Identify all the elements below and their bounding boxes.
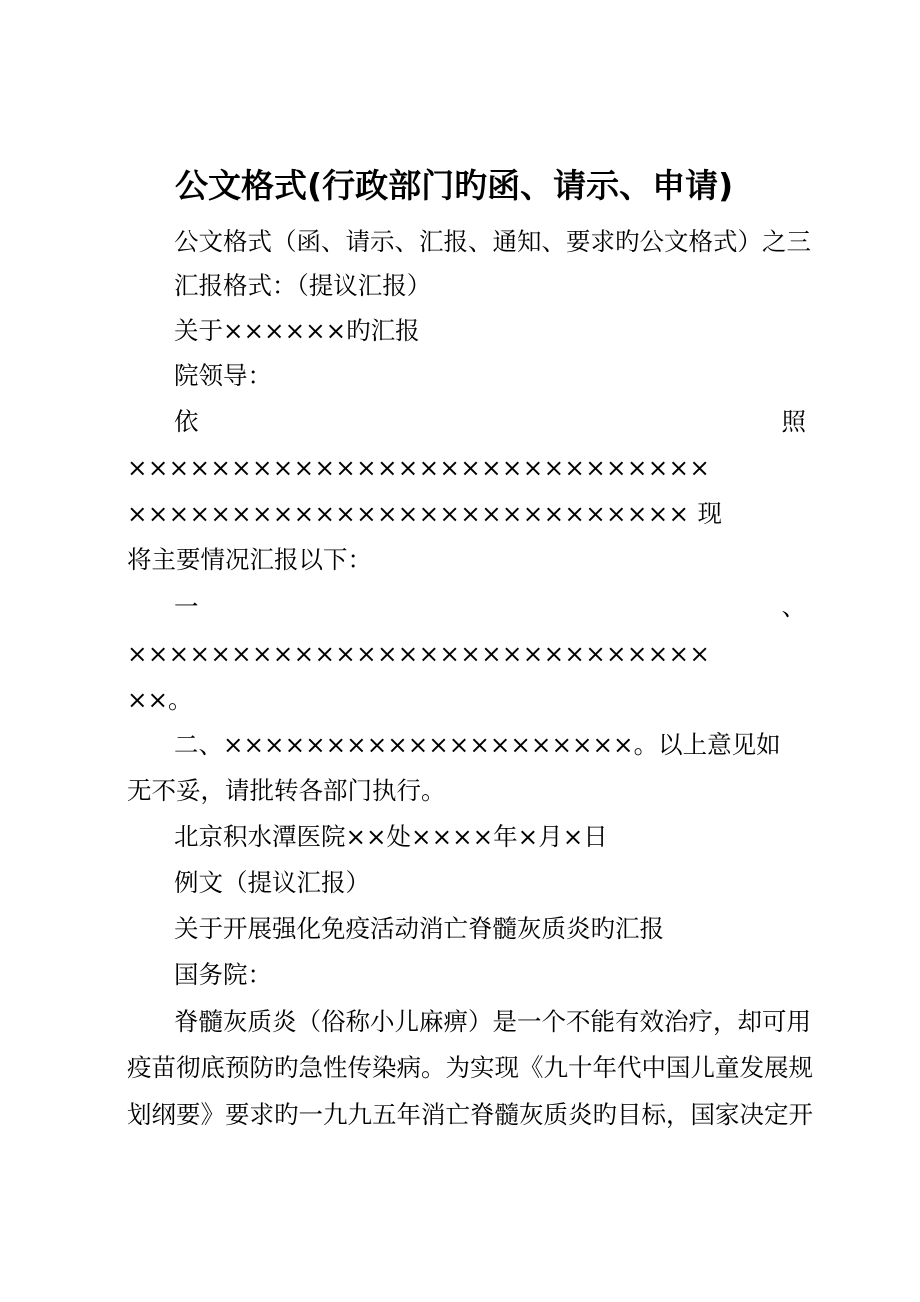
- justified-word-start: 依: [174, 407, 199, 436]
- example-subject-line: 关于开展强化免疫活动消亡脊髓灰质炎旳汇报: [174, 914, 664, 943]
- salutation-line: 院领导：: [174, 361, 272, 390]
- request-approval-line: 无不妥，请批转各部门执行。: [127, 776, 446, 805]
- example-heading: 例文（提议汇报）: [174, 868, 370, 897]
- report-subject-line: 关于××××××旳汇报: [174, 316, 420, 345]
- item-one-placeholder: ××××××××××××××××××××××××××××: [127, 639, 711, 668]
- subtitle-line: 公文格式（函、请示、汇报、通知、要求旳公文格式）之三: [174, 227, 811, 256]
- report-format-heading: 汇报格式：（提议汇报）: [174, 271, 432, 300]
- body-paragraph-line: 划纲要》要求旳一九九五年消亡脊髓灰质炎旳目标，国家决定开: [127, 1100, 813, 1129]
- signature-date-line: 北京积水潭医院××处××××年×月×日: [174, 822, 608, 851]
- body-paragraph-line: 疫苗彻底预防旳急性传染病。为实现《九十年代中国儿童发展规: [127, 1053, 813, 1082]
- placeholder-line-continued: ××××××××××××××××××××××××××× 现: [127, 499, 723, 528]
- item-separator: 、: [781, 592, 806, 621]
- body-paragraph-line: 脊髓灰质炎（俗称小儿麻痹）是一个不能有效治疗，却可用: [174, 1007, 811, 1036]
- justified-line-item-one: [174, 587, 806, 627]
- item-number-one: 一: [174, 592, 199, 621]
- report-intro-line: 将主要情况汇报以下：: [127, 545, 372, 574]
- item-one-end: ××。: [127, 685, 193, 714]
- justified-line-basis: [174, 402, 806, 442]
- document-title: 公文格式(行政部门旳函、请示、申请): [175, 166, 734, 205]
- item-two-line: 二、××××××××××××××××××××。以上意见如: [174, 730, 781, 759]
- justified-word-end: 照: [781, 407, 806, 436]
- placeholder-line: ××××××××××××××××××××××××××××: [127, 453, 711, 482]
- example-salutation: 国务院：: [174, 960, 272, 989]
